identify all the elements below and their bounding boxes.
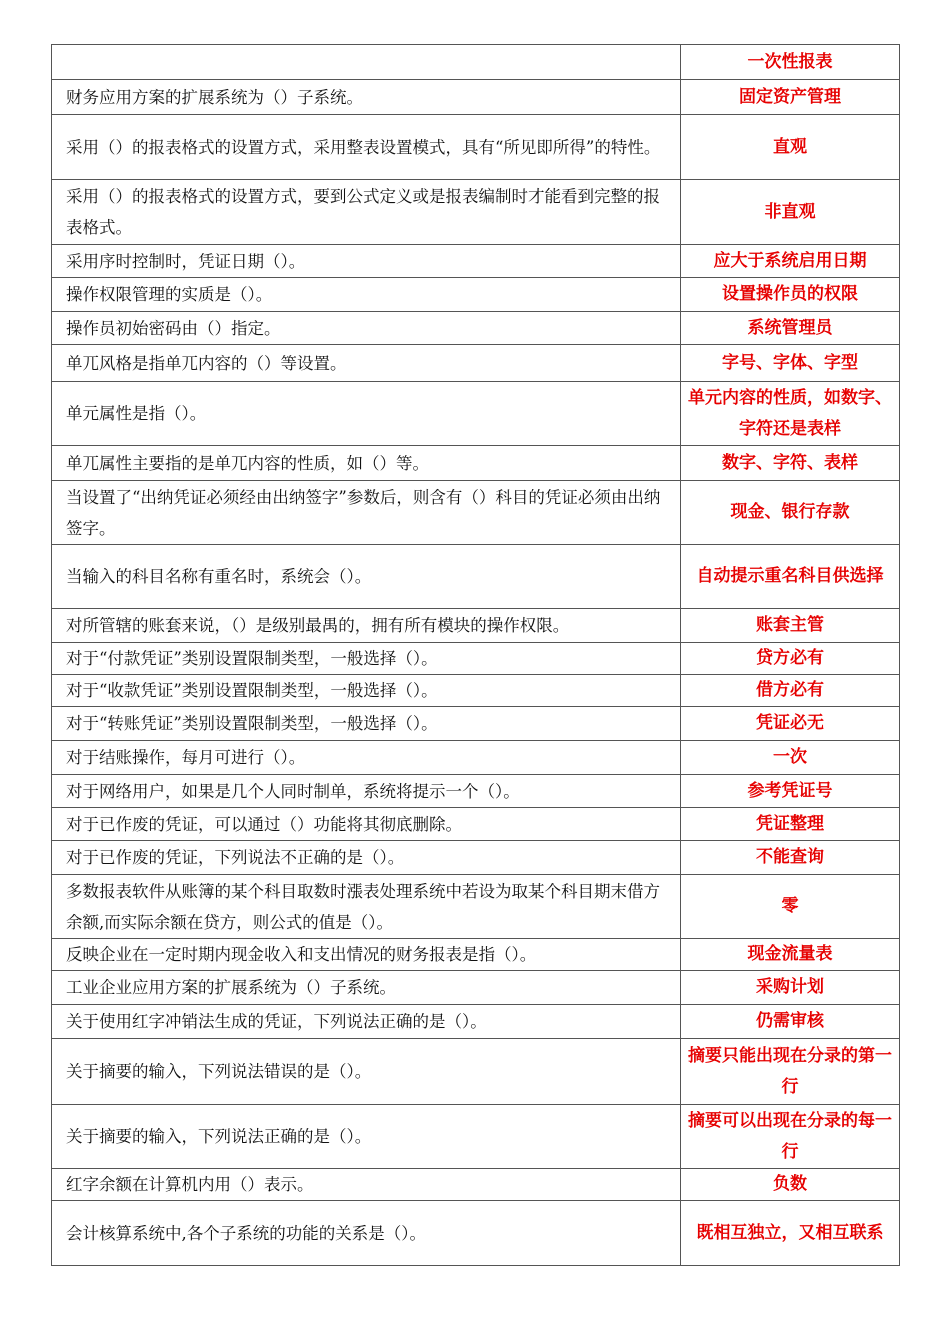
question-cell: 操作权限管理的实质是（）。 (52, 278, 681, 312)
qa-table (51, 44, 900, 1266)
answer-cell: 固定资产管理 (681, 80, 900, 115)
table-row (52, 180, 900, 245)
question-cell: 对于“收款凭证”类别设置限制类型，一般选择（）。 (52, 675, 681, 707)
question-cell (52, 45, 681, 80)
table-row (52, 609, 900, 643)
answer-cell: 单元内容的性质，如数字、字符还是表样 (681, 382, 900, 446)
question-cell: 关于摘要的输入，下列说法正确的是（）。 (52, 1105, 681, 1169)
question-cell: 红字余额在计算机内用（）表示。 (52, 1169, 681, 1201)
table-row (52, 1105, 900, 1169)
table-row (52, 875, 900, 939)
question-cell: 当设置了“出纳凭证必须经由出纳签字”参数后，则含有（）科目的凭证必须由出纳签字。 (52, 481, 681, 545)
question-cell: 反映企业在一定时期内现金收入和支出情况的财务报表是指（）。 (52, 939, 681, 971)
answer-cell: 自动提示重名科目供选择 (681, 545, 900, 609)
table-row (52, 775, 900, 808)
answer-cell: 应大于系统启用日期 (681, 245, 900, 278)
answer-cell: 摘要可以出现在分录的每一行 (681, 1105, 900, 1169)
table-row (52, 741, 900, 775)
question-cell: 会计核算系统中,各个子系统的功能的关系是（）。 (52, 1201, 681, 1266)
question-cell: 操作员初始密码由（）指定。 (52, 312, 681, 345)
table-row (52, 382, 900, 446)
answer-cell: 不能查询 (681, 841, 900, 875)
answer-cell: 仍需审核 (681, 1005, 900, 1039)
table-row (52, 446, 900, 481)
answer-cell: 贷方必有 (681, 643, 900, 675)
answer-cell: 现金、银行存款 (681, 481, 900, 545)
table-row (52, 643, 900, 675)
table-row (52, 971, 900, 1005)
table-row (52, 808, 900, 841)
question-cell: 对于“付款凭证”类别设置限制类型，一般选择（）。 (52, 643, 681, 675)
question-cell: 单兀属性主要指的是单兀内容的性质，如（）等。 (52, 446, 681, 481)
question-cell: 对于“转账凭证”类别设置限制类型，一般选择（）。 (52, 707, 681, 741)
table-row (52, 245, 900, 278)
table-row (52, 45, 900, 80)
table-row (52, 345, 900, 382)
table-row (52, 278, 900, 312)
question-cell: 单元属性是指（）。 (52, 382, 681, 446)
answer-cell: 直观 (681, 115, 900, 180)
question-cell: 财务应用方案的扩展系统为（）子系统。 (52, 80, 681, 115)
table-row (52, 115, 900, 180)
answer-cell: 数字、字符、表样 (681, 446, 900, 481)
answer-cell: 凭证整理 (681, 808, 900, 841)
answer-cell: 零 (681, 875, 900, 939)
table-row (52, 1039, 900, 1105)
table-row (52, 675, 900, 707)
table-row (52, 707, 900, 741)
table-row (52, 939, 900, 971)
answer-cell: 账套主管 (681, 609, 900, 643)
question-cell: 采用（）的报表格式的设置方式，要到公式定义或是报表编制时才能看到完整的报表格式。 (52, 180, 681, 245)
answer-cell: 参考凭证号 (681, 775, 900, 808)
answer-cell: 一次 (681, 741, 900, 775)
answer-cell: 一次性报表 (681, 45, 900, 80)
answer-cell: 设置操作员的权限 (681, 278, 900, 312)
question-cell: 对于已作废的凭证，下列说法不正确的是（）。 (52, 841, 681, 875)
answer-cell: 字号、字体、字型 (681, 345, 900, 382)
question-cell: 采用（）的报表格式的设置方式，采用整表设置模式，具有“所见即所得”的特性。 (52, 115, 681, 180)
question-cell: 关于使用红字冲销法生成的凭证，下列说法正确的是（）。 (52, 1005, 681, 1039)
table-row (52, 1169, 900, 1201)
table-row (52, 1005, 900, 1039)
table-row (52, 481, 900, 545)
table-row (52, 80, 900, 115)
question-cell: 对于已作废的凭证，可以通过（）功能将其彻底删除。 (52, 808, 681, 841)
table-row (52, 545, 900, 609)
answer-cell: 凭证必无 (681, 707, 900, 741)
answer-cell: 现金流量表 (681, 939, 900, 971)
answer-cell: 采购计划 (681, 971, 900, 1005)
answer-cell: 系统管理员 (681, 312, 900, 345)
answer-cell: 借方必有 (681, 675, 900, 707)
table-row (52, 312, 900, 345)
question-cell: 对于网络用户，如果是几个人同时制单，系统将提示一个（）。 (52, 775, 681, 808)
answer-cell: 非直观 (681, 180, 900, 245)
question-cell: 单兀风格是指单兀内容的（）等设置。 (52, 345, 681, 382)
answer-cell: 摘要只能出现在分录的第一行 (681, 1039, 900, 1105)
question-cell: 当输入的科目名称有重名时，系统会（）。 (52, 545, 681, 609)
answer-cell: 负数 (681, 1169, 900, 1201)
question-cell: 对于结账操作，每月可进行（）。 (52, 741, 681, 775)
question-cell: 工业企业应用方案的扩展系统为（）子系统。 (52, 971, 681, 1005)
answer-cell: 既相互独立，又相互联系 (681, 1201, 900, 1266)
question-cell: 采用序时控制时，凭证日期（）。 (52, 245, 681, 278)
question-cell: 多数报表软件从账簿的某个科目取数时漲表处理系统中若设为取某个科目期末借方余额,而实际余额在贷方，则公式的值是（）。 (52, 875, 681, 939)
table-row (52, 1201, 900, 1266)
table-row (52, 841, 900, 875)
question-cell: 对所管辖的账套来说，（）是级别最禺的，拥有所有模块的操作权限。 (52, 609, 681, 643)
question-cell: 关于摘要的输入，下列说法错误的是（）。 (52, 1039, 681, 1105)
